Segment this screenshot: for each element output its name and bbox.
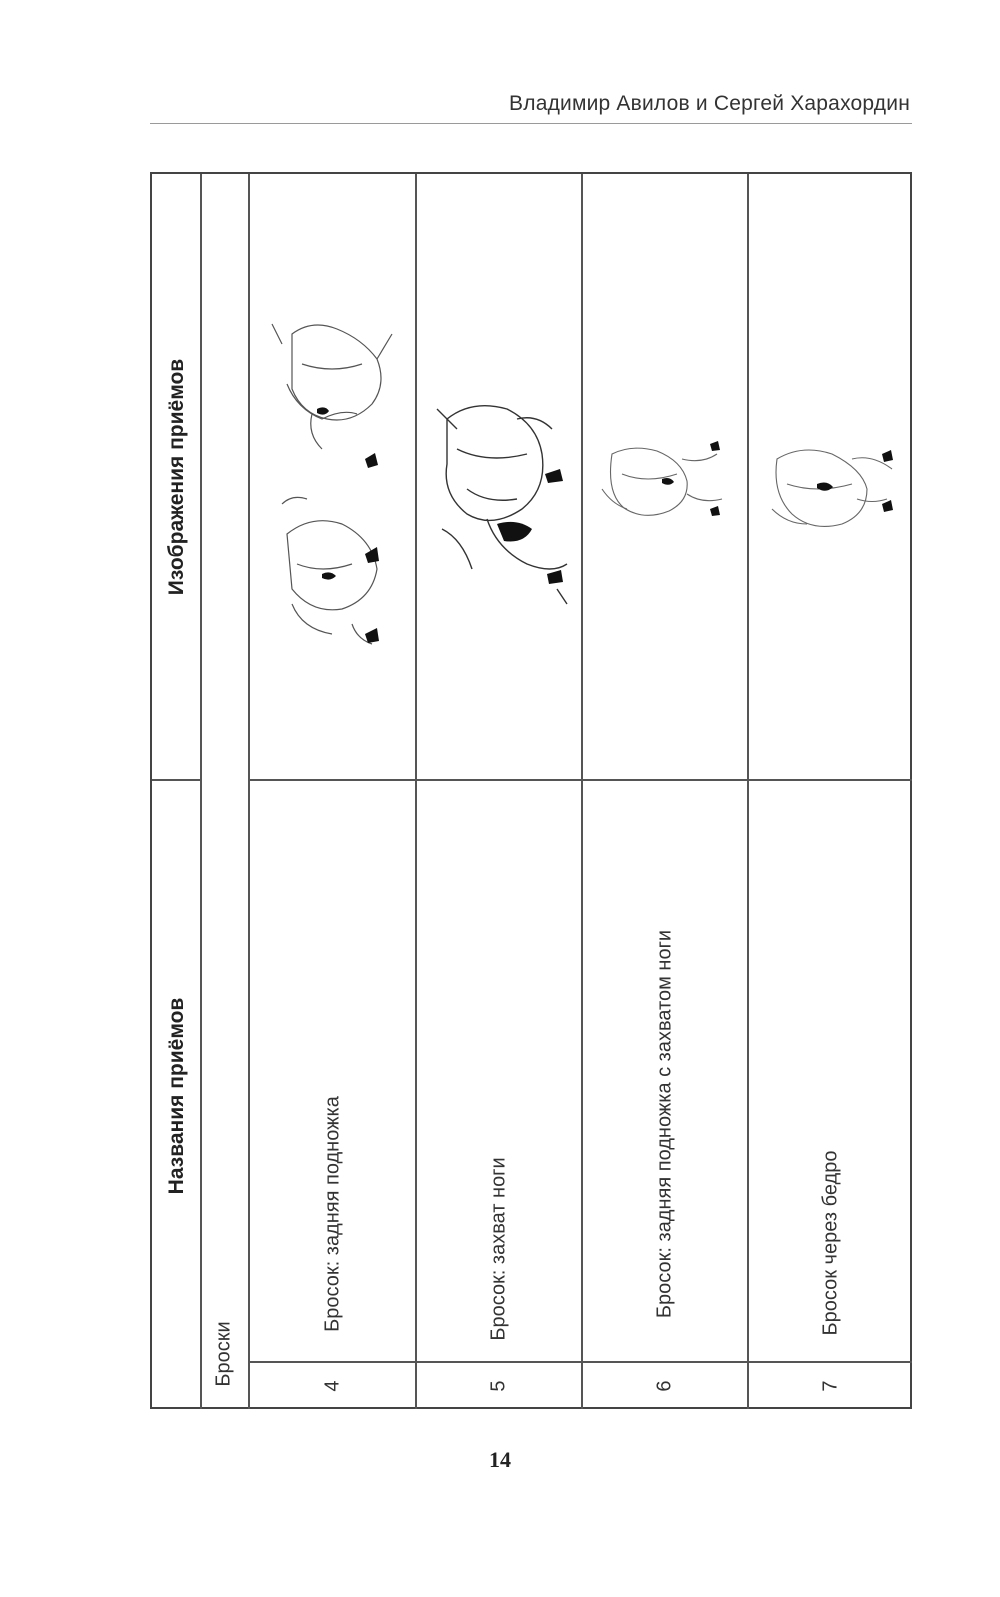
technique-name: Бросок: захват ноги [487,1157,510,1341]
header-images: Изображения приёмов [165,358,188,596]
page-number: 14 [489,1447,511,1472]
technique-name: Бросок: задняя подножка с захватом ноги [653,929,676,1319]
column-divider [248,174,250,1409]
row-divider [152,779,200,781]
wrestlers-illustration-icon [592,439,732,529]
wrestlers-illustration-icon [762,439,902,534]
row-divider [248,1361,912,1363]
row-number: 7 [819,1380,842,1392]
row-divider [248,779,912,781]
wrestlers-illustration-icon [427,399,577,609]
techniques-table [150,172,912,1409]
column-divider [747,174,749,1409]
row-number: 4 [321,1380,344,1392]
technique-name: Бросок через бедро [819,1150,842,1336]
header-rule [150,123,912,124]
row-number: 5 [487,1380,510,1392]
row-number: 6 [653,1380,676,1392]
running-head: Владимир Авилов и Сергей Харахордин [509,92,910,115]
section-label: Броски [212,1321,235,1387]
column-divider [200,174,202,1409]
column-divider [415,174,417,1409]
header-names: Названия приёмов [165,997,188,1195]
technique-name: Бросок: задняя подножка [321,1096,344,1332]
column-divider [581,174,583,1409]
wrestlers-illustration-icon [262,304,402,674]
